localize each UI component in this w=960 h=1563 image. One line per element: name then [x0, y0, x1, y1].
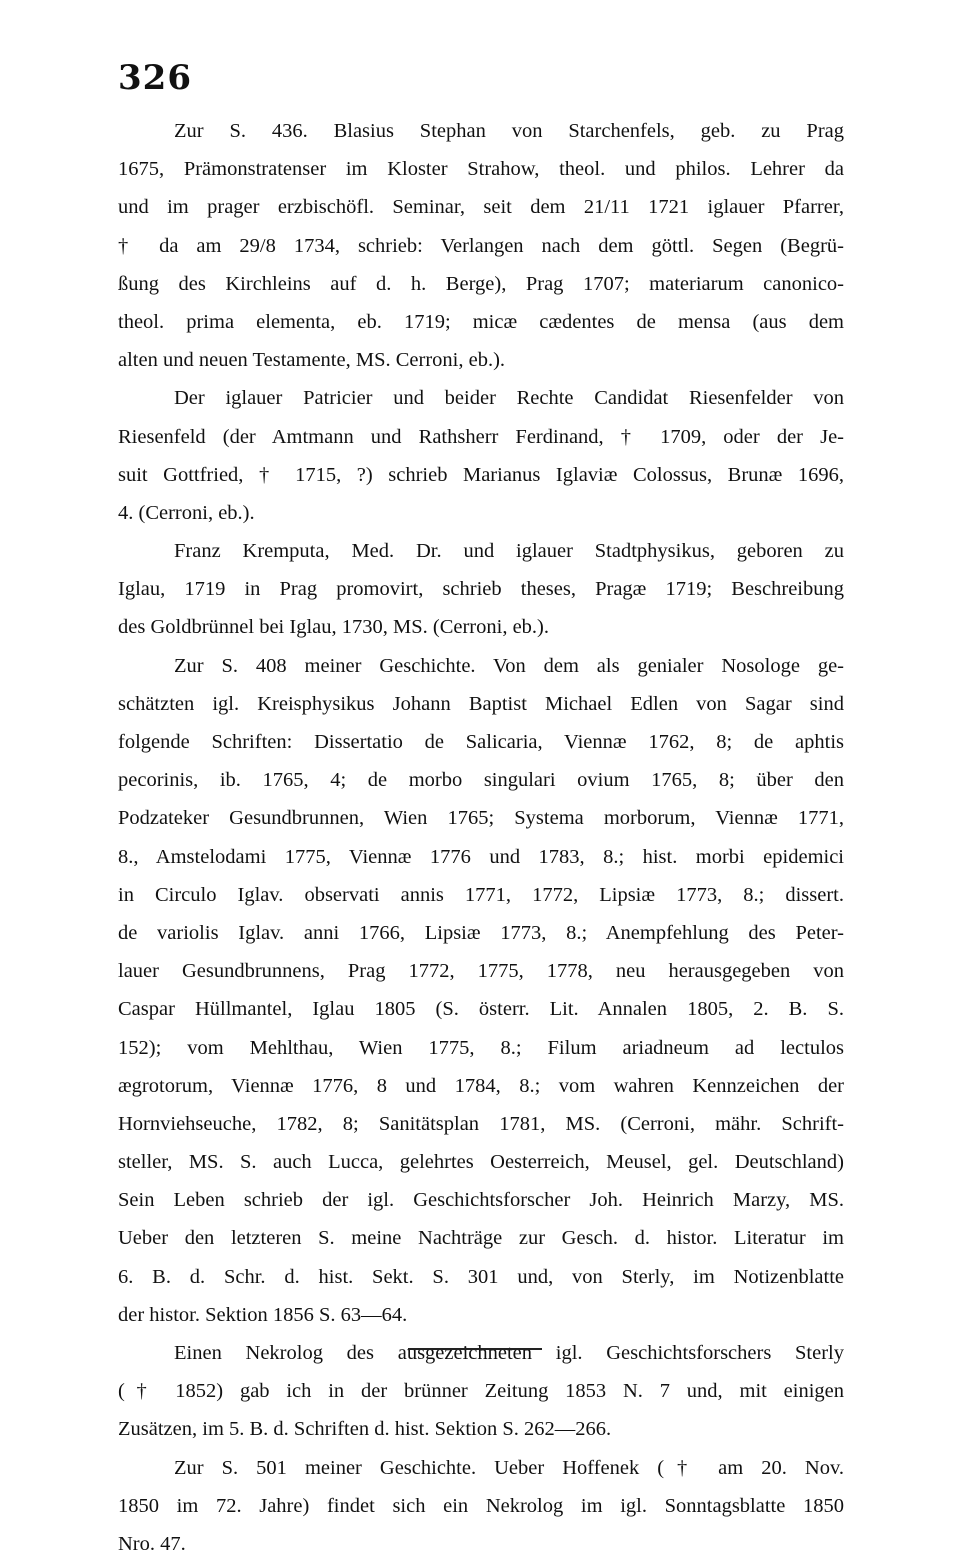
text-line: Hornviehseuche, 1782, 8; Sanitätsplan 1781, MS. (Cerroni, mähr. Schrift-: [118, 1112, 844, 1135]
text-line: 6. B. d. Schr. d. hist. Sekt. S. 301 und, von Sterly, im Notizenblatte: [118, 1265, 844, 1288]
text-line: Sein Leben schrieb der igl. Geschichtsforscher Joh. Heinrich Marzy, MS.: [118, 1189, 844, 1212]
text-line: folgende Schriften: Dissertatio de Salicaria, Viennæ 1762, 8; de aphtis: [118, 731, 844, 753]
page-number: 326: [118, 58, 192, 98]
text-line: 4. (Cerroni, eb.).: [118, 501, 255, 524]
text-line: † da am 29/8 1734, schrieb: Verlangen nach dem göttl. Segen (Begrü-: [118, 234, 844, 257]
text-line: de variolis Iglav. anni 1766, Lipsiæ 1773, 8.; Anempfehlung des Peter-: [118, 921, 844, 944]
text-line: theol. prima elementa, eb. 1719; micæ cædentes de mensa (aus dem: [118, 310, 844, 333]
text-line: ßung des Kirchleins auf d. h. Berge), Prag 1707; materiarum canonico-: [118, 272, 844, 295]
text-line: Einen Nekrolog des ausgezeichneten igl. Geschichtsforschers Sterly: [174, 1342, 844, 1364]
text-line: Zusätzen, im 5. B. d. Schriften d. hist. Sektion S. 262—266.: [118, 1418, 612, 1441]
end-rule: [408, 1348, 542, 1350]
body-text: [118, 112, 844, 1563]
text-line: Zur S. 501 meiner Geschichte. Ueber Hoffenek († am 20. Nov.: [174, 1456, 844, 1479]
text-line: Iglau, 1719 in Prag promovirt, schrieb theses, Pragæ 1719; Beschreibung: [118, 578, 844, 601]
text-line: suit Gottfried, † 1715, ?) schrieb Marianus Iglaviæ Colossus, Brunæ 1696,: [118, 463, 844, 486]
text-line: Nro. 47.: [118, 1532, 186, 1555]
text-line: Franz Kremputa, Med. Dr. und iglauer Stadtphysikus, geboren zu: [174, 540, 844, 563]
text-line: Ueber den letzteren S. meine Nachträge zur Gesch. d. histor. Literatur im: [118, 1227, 844, 1250]
text-line: Riesenfeld (der Amtmann und Rathsherr Ferdinand, † 1709, oder der Je-: [118, 425, 844, 448]
text-line: pecorinis, ib. 1765, 4; de morbo singulari ovium 1765, 8; über den: [118, 769, 844, 792]
text-line: ægrotorum, Viennæ 1776, 8 und 1784, 8.; vom wahren Kennzeichen der: [118, 1074, 844, 1097]
text-line: 152); vom Mehlthau, Wien 1775, 8.; Filum ariadneum ad lectulos: [118, 1036, 844, 1059]
text-line: steller, MS. S. auch Lucca, gelehrtes Oesterreich, Meusel, gel. Deutschland): [118, 1151, 844, 1174]
text-line: 8., Amstelodami 1775, Viennæ 1776 und 1783, 8.; hist. morbi epidemici: [118, 845, 844, 868]
text-line: schätzten igl. Kreisphysikus Johann Baptist Michael Edlen von Sagar sind: [118, 692, 844, 715]
text-line: und im prager erzbischöfl. Seminar, seit dem 21/11 1721 iglauer Pfarrer,: [118, 196, 844, 219]
text-line: alten und neuen Testamente, MS. Cerroni, eb.).: [118, 349, 506, 372]
text-line: 1850 im 72. Jahre) findet sich ein Nekrolog im igl. Sonntagsblatte 1850: [118, 1494, 844, 1517]
text-line: 1675, Prämonstratenser im Kloster Strahow, theol. und philos. Lehrer da: [118, 158, 844, 181]
text-line: († 1852) gab ich in der brünner Zeitung 1853 N. 7 und, mit einigen: [118, 1380, 844, 1403]
text-line: Zur S. 436. Blasius Stephan von Starchenfels, geb. zu Prag: [174, 120, 844, 142]
text-line: der histor. Sektion 1856 S. 63—64.: [118, 1303, 408, 1326]
text-line: des Goldbrünnel bei Iglau, 1730, MS. (Cerroni, eb.).: [118, 616, 549, 639]
text-line: in Circulo Iglav. observati annis 1771, 1772, Lipsiæ 1773, 8.; dissert.: [118, 883, 844, 906]
text-line: lauer Gesundbrunnens, Prag 1772, 1775, 1778, neu herausgegeben von: [118, 960, 844, 983]
text-line: Der iglauer Patricier und beider Rechte Candidat Riesenfelder von: [174, 387, 844, 410]
text-line: Zur S. 408 meiner Geschichte. Von dem als genialer Nosologe ge-: [174, 654, 844, 677]
text-line: Podzateker Gesundbrunnen, Wien 1765; Systema morborum, Viennæ 1771,: [118, 807, 844, 830]
text-line: Caspar Hüllmantel, Iglau 1805 (S. österr. Lit. Annalen 1805, 2. B. S.: [118, 998, 844, 1021]
